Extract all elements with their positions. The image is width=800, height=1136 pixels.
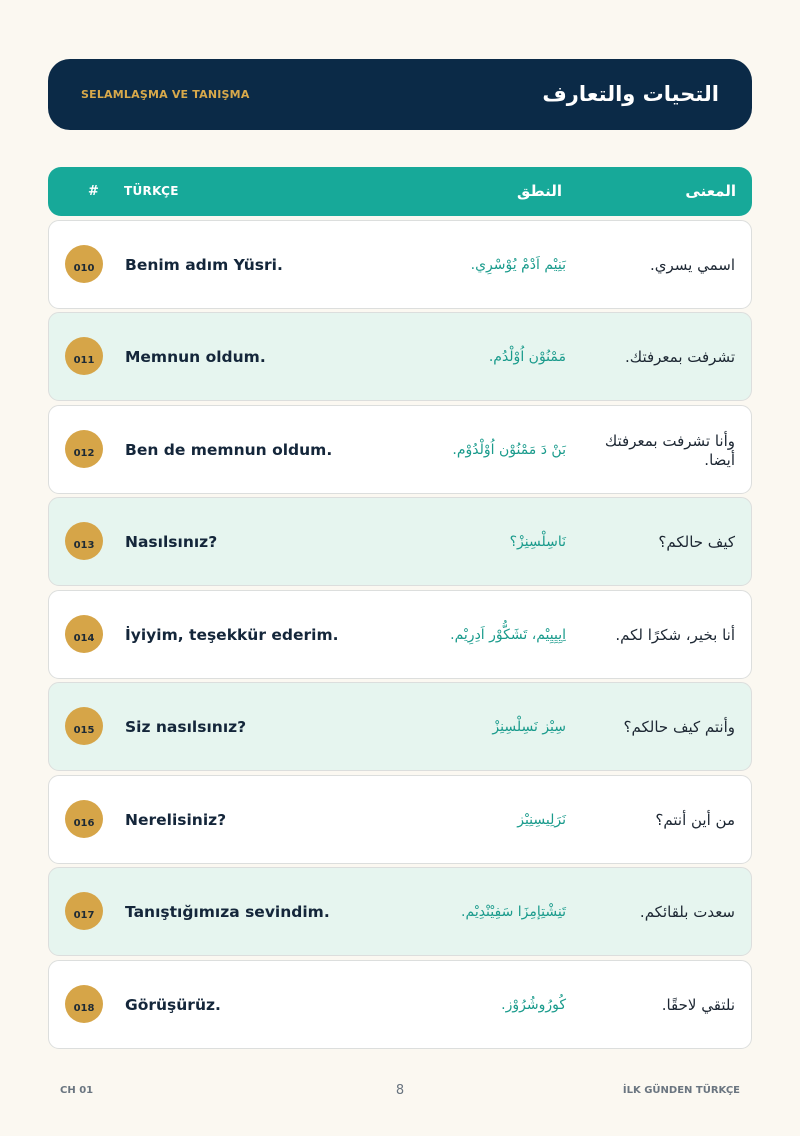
book-title: İLK GÜNDEN TÜRKÇE xyxy=(622,1085,740,1096)
pronunciation-text: مَمْنُوْن اُوْلْدُم. xyxy=(488,349,566,365)
pronunciation-text: تَنِشْتِإمِزَا سَفِيْنْدِيْم. xyxy=(461,904,566,920)
pronunciation-text: سِيْز نَسِلْسِنِزْ xyxy=(492,719,566,735)
chapter-label: CH 01 xyxy=(60,1085,94,1096)
pronunciation-text: اِيِيِيِيْم، تَشَكُّوْر اَدِرِيْم. xyxy=(450,627,566,643)
turkish-phrase: Tanıştığımıza sevindim. xyxy=(125,903,330,921)
turkish-phrase: Memnun oldum. xyxy=(125,348,266,366)
meaning-text: تشرفت بمعرفتك. xyxy=(625,348,735,366)
meaning-text: وأنتم كيف حالكم؟ xyxy=(623,718,735,736)
meaning-text: نلتقي لاحقًا. xyxy=(661,996,735,1014)
pronunciation-text: بَنِيْم اَدْمْ يُوْسْرِي. xyxy=(470,257,566,273)
meaning-text: اسمي يسري. xyxy=(649,256,735,274)
pronunciation-text: نَاسِلْسِنِزْ؟ xyxy=(509,534,566,550)
table-row xyxy=(48,590,752,679)
table-row xyxy=(48,960,752,1049)
page-header xyxy=(48,59,752,130)
pronunciation-text: نَرَلِيسِنِيْز xyxy=(517,812,566,828)
header-title: التحيات والتعارف xyxy=(542,82,719,106)
row-number-badge: 010 xyxy=(65,245,103,283)
turkish-phrase: Benim adım Yüsri. xyxy=(125,256,283,274)
table-row xyxy=(48,220,752,309)
header-subtitle: SELAMLAŞMA VE TANIŞMA xyxy=(81,88,250,101)
table-row xyxy=(48,312,752,401)
table-row xyxy=(48,867,752,956)
meaning-text: من أين أنتم؟ xyxy=(655,811,735,829)
row-number-badge: 014 xyxy=(65,615,103,653)
turkish-phrase: Nerelisiniz? xyxy=(125,811,227,829)
meaning-text: وأنا تشرفت بمعرفتك أيضا. xyxy=(604,431,735,469)
turkish-phrase: Ben de memnun oldum. xyxy=(125,441,333,459)
row-number-badge: 018 xyxy=(65,985,103,1023)
column-header-pronunciation: النطق xyxy=(516,182,562,200)
table-row xyxy=(48,775,752,864)
table-row xyxy=(48,405,752,494)
meaning-text: سعدت بلقائكم. xyxy=(639,903,735,921)
pronunciation-text: بَنْ دَ مَمْنُوْن اُوْلْدُوْم. xyxy=(452,442,566,458)
row-number-badge: 011 xyxy=(65,337,103,375)
turkish-phrase: Görüşürüz. xyxy=(125,996,221,1014)
meaning-text: أنا بخير، شكرًا لكم. xyxy=(615,626,735,644)
row-number-badge: 013 xyxy=(65,522,103,560)
table-row xyxy=(48,497,752,586)
page-number: 8 xyxy=(395,1083,405,1098)
meaning-text: كيف حالكم؟ xyxy=(658,533,735,551)
turkish-phrase: Siz nasılsınız? xyxy=(125,718,247,736)
row-number-badge: 015 xyxy=(65,707,103,745)
column-header-meaning: المعنى xyxy=(685,182,736,200)
column-header-number: # xyxy=(88,184,99,199)
table-header xyxy=(48,167,752,216)
row-number-badge: 012 xyxy=(65,430,103,468)
row-number-badge: 016 xyxy=(65,800,103,838)
table-row xyxy=(48,682,752,771)
column-header-turkish: TÜRKÇE xyxy=(124,184,179,198)
turkish-phrase: İyiyim, teşekkür ederim. xyxy=(125,626,339,644)
pronunciation-text: كُورُوشُرُوْز. xyxy=(501,997,566,1013)
turkish-phrase: Nasılsınız? xyxy=(125,533,218,551)
row-number-badge: 017 xyxy=(65,892,103,930)
